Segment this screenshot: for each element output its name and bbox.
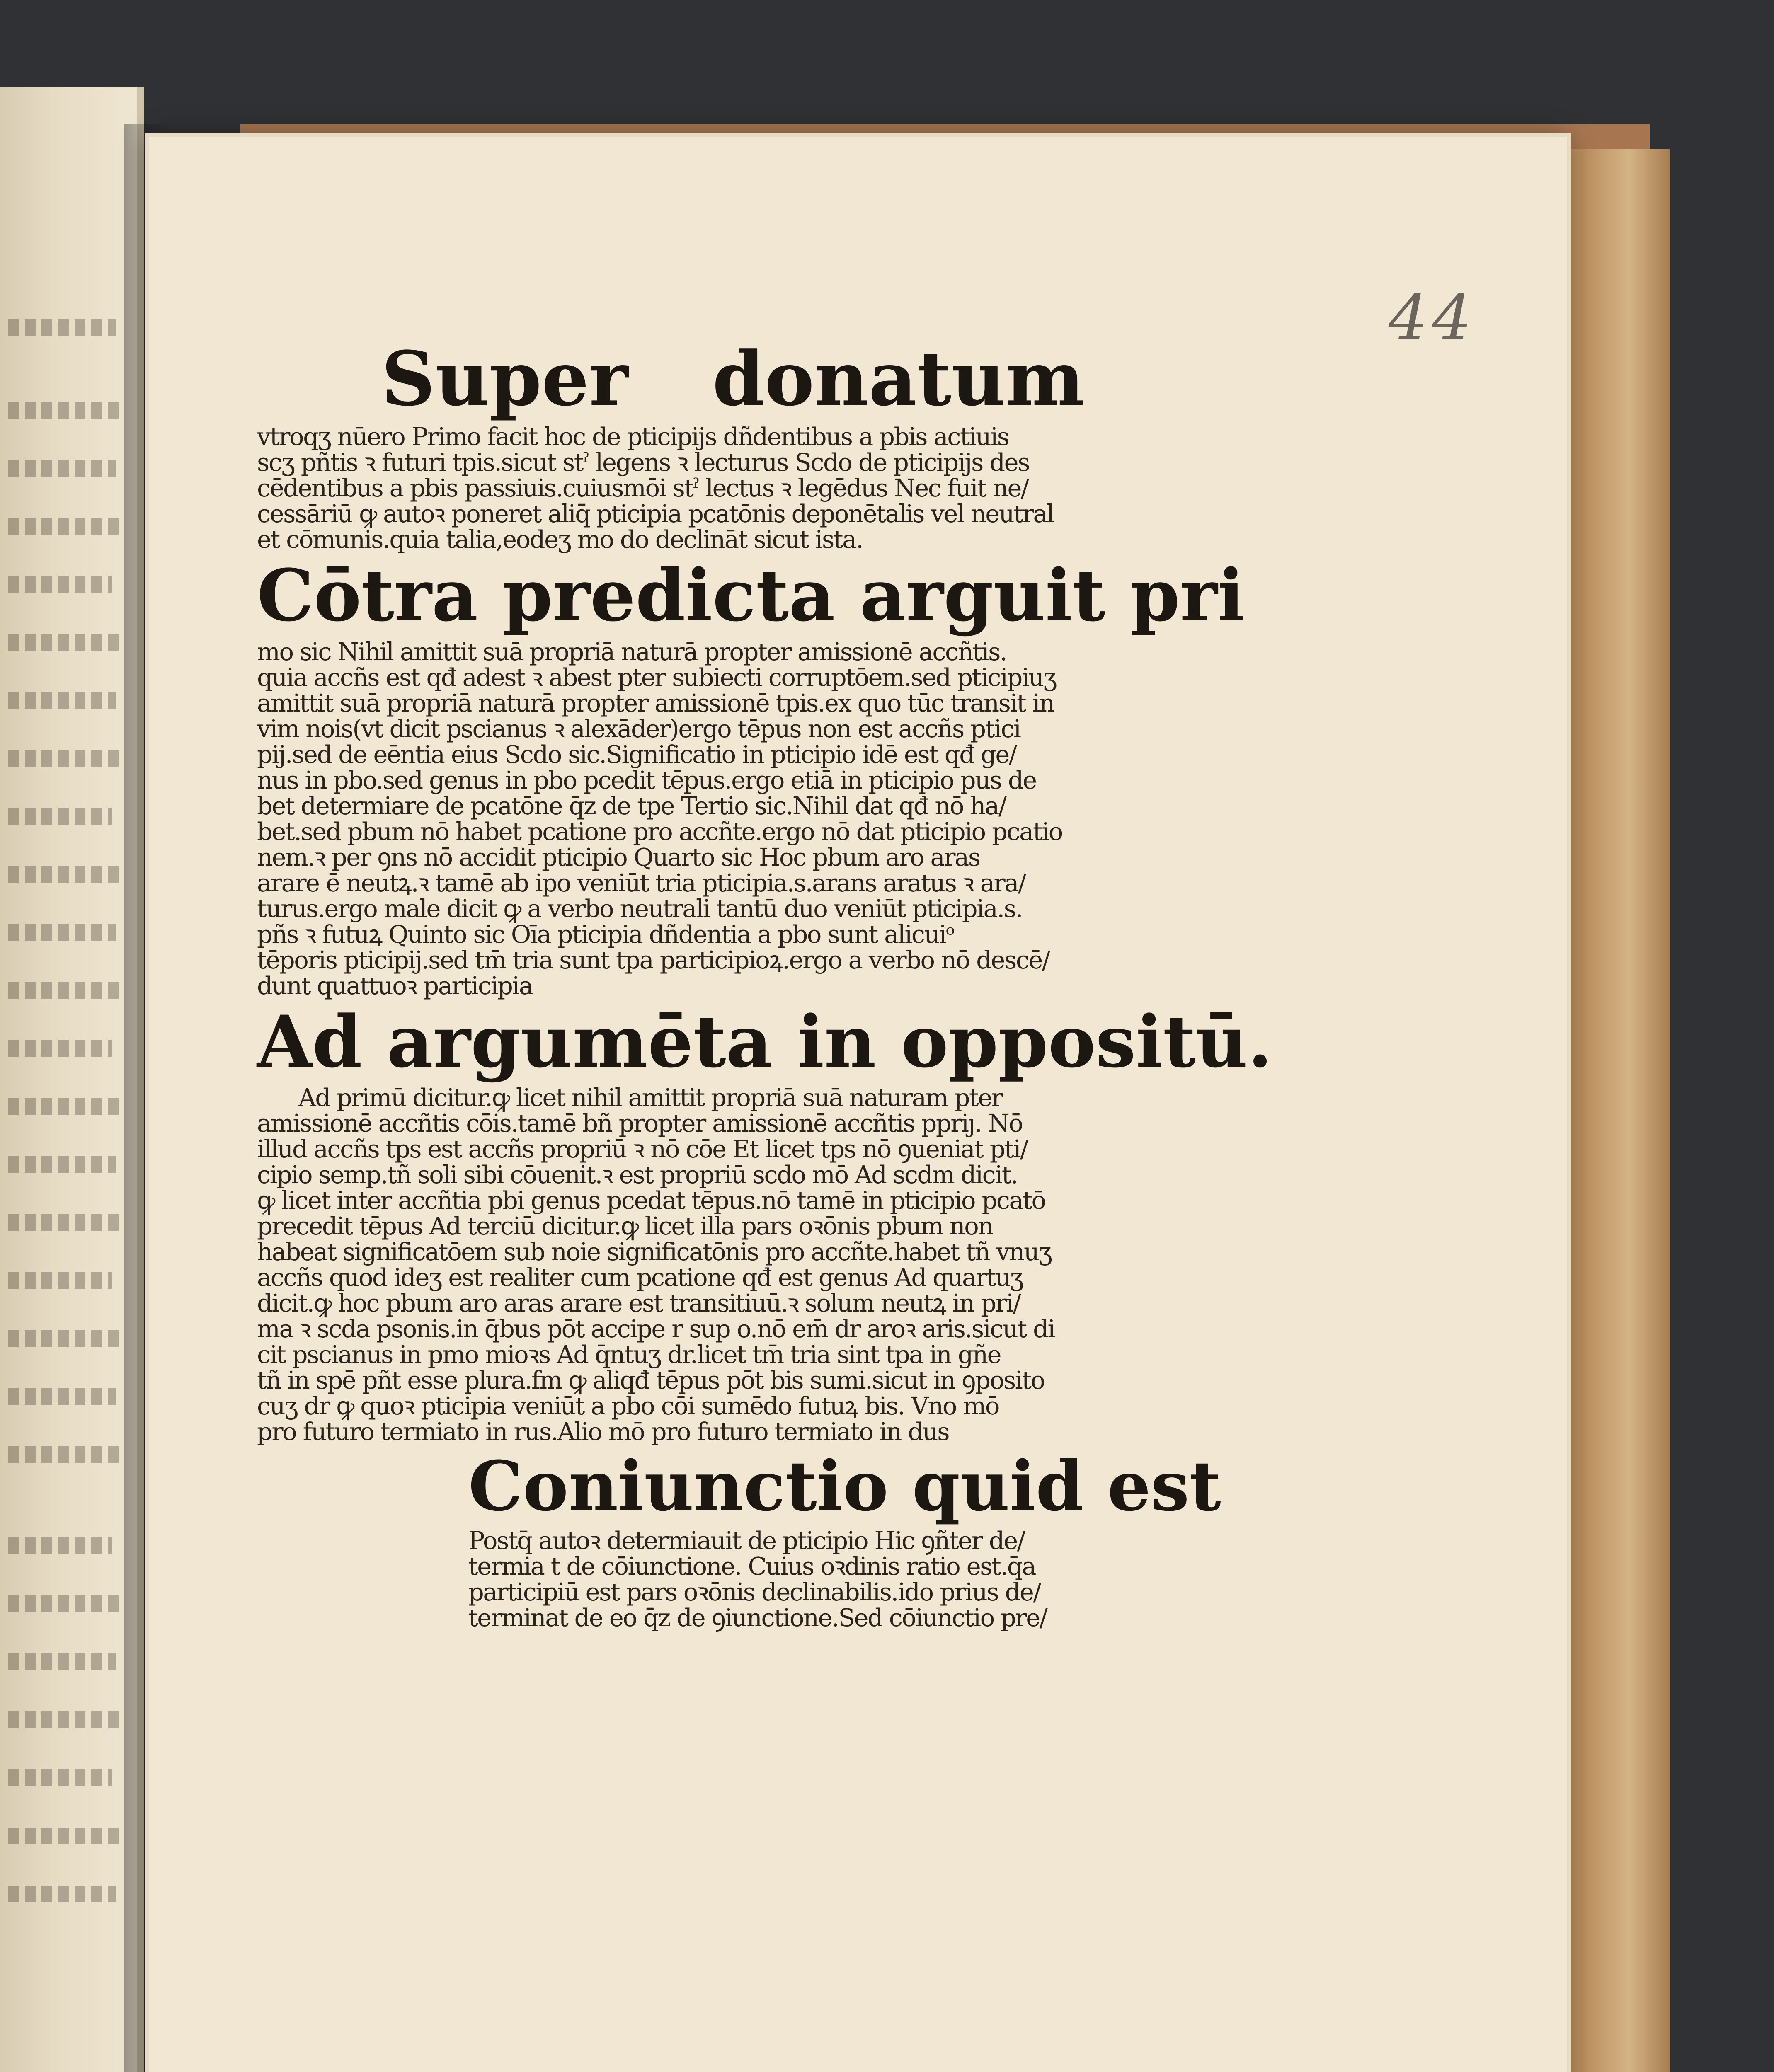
text-line: ma ꝛ scda psonis.in q̄bus pōt accipe r sup o.nō em̄ dr aroꝛ aris.sicut di <box>257 1314 1054 1343</box>
left-page-text-line <box>8 1653 116 1670</box>
left-page-text-line <box>8 402 124 419</box>
text-line: cēdentibus a pbis passiuis.cuiusmōi stˀ lectus ꝛ legēdus Nec fuit ne/ <box>257 474 1028 502</box>
text-line: pro futuro termiato in rus.Alio mō pro futuro termiato in dus <box>257 1417 949 1446</box>
text-line: accñs quod ideʒ est realiter cum pcatione qđ est genus Ad quartuʒ <box>257 1263 1023 1292</box>
left-page-text-line <box>8 1446 120 1463</box>
left-page-text-line <box>8 1214 120 1231</box>
left-page-text-line <box>8 319 116 336</box>
left-page-text-line <box>8 1828 124 1844</box>
left-page-text-line <box>8 1098 124 1115</box>
text-line: bet.sed pbum nō habet pcatione pro accñte.ergo nō dat pticipio pcatio <box>257 817 1062 846</box>
text-line: cuʒ dr ꝙ quoꝛ pticipia veniūt a pbo cōi sumēdo futuꝝ bis. Vno mō <box>257 1392 999 1421</box>
text-line: terminat de eo q̄z de ꝯiunctione.Sed cōiunctio pre/ <box>468 1603 1047 1632</box>
left-page-text-line <box>8 1537 112 1554</box>
left-page-text-line <box>8 1272 112 1289</box>
text-line: vim nois(vt dicit pscianus ꝛ alexāder)ergo tēpus non est accñs ptici <box>257 714 1020 743</box>
text-line: precedit tēpus Ad terciū dicitur.ꝙ licet illa pars oꝛōnis pbum non <box>257 1212 993 1241</box>
text-line: mo sic Nihil amittit suā propriā naturā propter amissionē accñtis. <box>257 637 1007 666</box>
text-line: turus.ergo male dicit ꝙ a verbo neutrali tantū duo veniūt pticipia.s. <box>257 894 1022 923</box>
text-line: cit pscianus in pmo mioꝛs Ad q̄ntuʒ dr.licet tm̄ tria sint tpa in gñe <box>257 1340 1001 1369</box>
text-line: Ad primū dicitur.ꝙ licet nihil amittit propriā suā naturam pter <box>298 1083 1002 1112</box>
paragraph-opening <box>257 424 1132 552</box>
left-page-text-line <box>8 518 120 535</box>
paragraph-coniunctio <box>257 1528 1132 1631</box>
text-line: amittit suā propriā naturā propter amissionē tpis.ex quo tūc transit in <box>257 688 1054 717</box>
text-line: dunt quattuoꝛ participia <box>257 971 533 1000</box>
text-line: nem.ꝛ per ꝯns nō accidit pticipio Quarto sic Hoc pbum aro aras <box>257 842 980 871</box>
left-page-text-line <box>8 866 124 883</box>
left-page-text-line <box>8 750 120 767</box>
paragraph-arguments <box>257 639 1132 999</box>
left-page-text-line <box>8 692 116 709</box>
text-line: participiū est pars oꝛōnis declinabilis.ido prius de/ <box>468 1578 1040 1607</box>
text-block <box>257 335 1272 1636</box>
left-page-text-line <box>8 1711 120 1728</box>
left-page-text-line <box>8 1595 124 1612</box>
text-line: cessāriū ꝙ autoꝛ poneret aliq̄ pticipia pcatōnis deponētalis vel neutral <box>257 499 1054 528</box>
text-line: pñs ꝛ futuꝝ Quinto sic Oīa pticipia dñdentia a pbo sunt alicuiᵒ <box>257 920 954 949</box>
heading-ad-argumenta: Ad argumēta in oppositū. <box>257 999 1272 1084</box>
left-page-text-line <box>8 924 116 941</box>
left-page-text-line <box>8 1388 116 1405</box>
text-line: bet determiare de pcatōne q̄z de tpe Tertio sic.Nihil dat qđ nō ha/ <box>257 791 1006 820</box>
text-line: scʒ pñtis ꝛ futuri tpis.sicut stˀ legens ꝛ lecturus Scdo de pticipijs des <box>257 448 1030 477</box>
left-page-text-line <box>8 1769 112 1786</box>
text-line: illud accñs tps est accñs propriū ꝛ nō cōe Et licet tps nō ꝯueniat pti/ <box>257 1135 1028 1164</box>
left-page-fragment <box>0 87 144 2072</box>
heading-coniunctio: Coniunctio quid est <box>468 1446 1221 1527</box>
text-line: cipio semp.tñ soli sibi cōuenit.ꝛ est propriū scdo mō Ad scdm dicit. <box>257 1160 1018 1189</box>
text-line: tñ in spē pñt esse plura.fm ꝙ aliqđ tēpus pōt bis sumi.sicut in ꝯposito <box>257 1366 1045 1395</box>
text-line: Postq̄ autoꝛ determiauit de pticipio Hic ꝯñter de/ <box>468 1526 1025 1555</box>
left-page-text-line <box>8 1156 116 1173</box>
heading-contra: Cōtra predicta arguit pri <box>257 553 1245 637</box>
left-page-text-line <box>8 982 120 999</box>
folio-number: 44 <box>1389 282 1476 354</box>
text-line: arare ē neutꝝ.ꝛ tamē ab ipo veniūt tria pticipia.s.arans aratus ꝛ ara/ <box>257 868 1025 897</box>
text-line: pij.sed de eēntia eius Scdo sic.Significatio in pticipio idē est qđ ge/ <box>257 740 1016 769</box>
text-line: amissionē accñtis cōis.tamē bñ propter amissionē accñtis ppriȷ. Nō <box>257 1109 1023 1138</box>
text-line: nus in pbo.sed genus in pbo pcedit tēpus.ergo etiā in pticipio pus de <box>257 765 1036 794</box>
text-line: dicit.ꝙ hoc pbum aro aras arare est transitiuū.ꝛ solum neutꝝ in pri/ <box>257 1289 1020 1318</box>
left-page-text-line <box>8 576 112 593</box>
text-line: ꝙ licet inter accñtia pbi genus pcedat tēpus.nō tamē in pticipio pcatō <box>257 1186 1045 1215</box>
left-page-text-line <box>8 460 116 477</box>
text-line: termia t de cōiunctione. Cuius oꝛdinis ratio est.q̄a <box>468 1552 1035 1581</box>
text-line: quia accñs est qđ adest ꝛ abest pter subiecti corruptōem.sed pticipiuʒ <box>257 663 1056 692</box>
running-title: Super donatum <box>381 335 1085 423</box>
text-line: et cōmunis.quia talia,eodeʒ mo do declināt sicut ista. <box>257 525 863 554</box>
left-page-text-line <box>8 1886 116 1902</box>
left-page-text-line <box>8 1330 124 1347</box>
text-line: habeat significatōem sub noie significatōnis pro accñte.habet tñ vnuʒ <box>257 1237 1052 1266</box>
text-line: vtroqʒ nūero Primo facit hoc de pticipijs dñdentibus a pbis actiuis <box>257 422 1009 451</box>
left-page-text-line <box>8 808 112 825</box>
left-page-text-line <box>8 634 124 651</box>
paragraph-replies <box>257 1085 1132 1445</box>
left-page-text-line <box>8 1040 112 1057</box>
text-line: tēporis pticipij.sed tm̄ tria sunt tpa participioꝝ.ergo a verbo nō descē/ <box>257 945 1049 974</box>
